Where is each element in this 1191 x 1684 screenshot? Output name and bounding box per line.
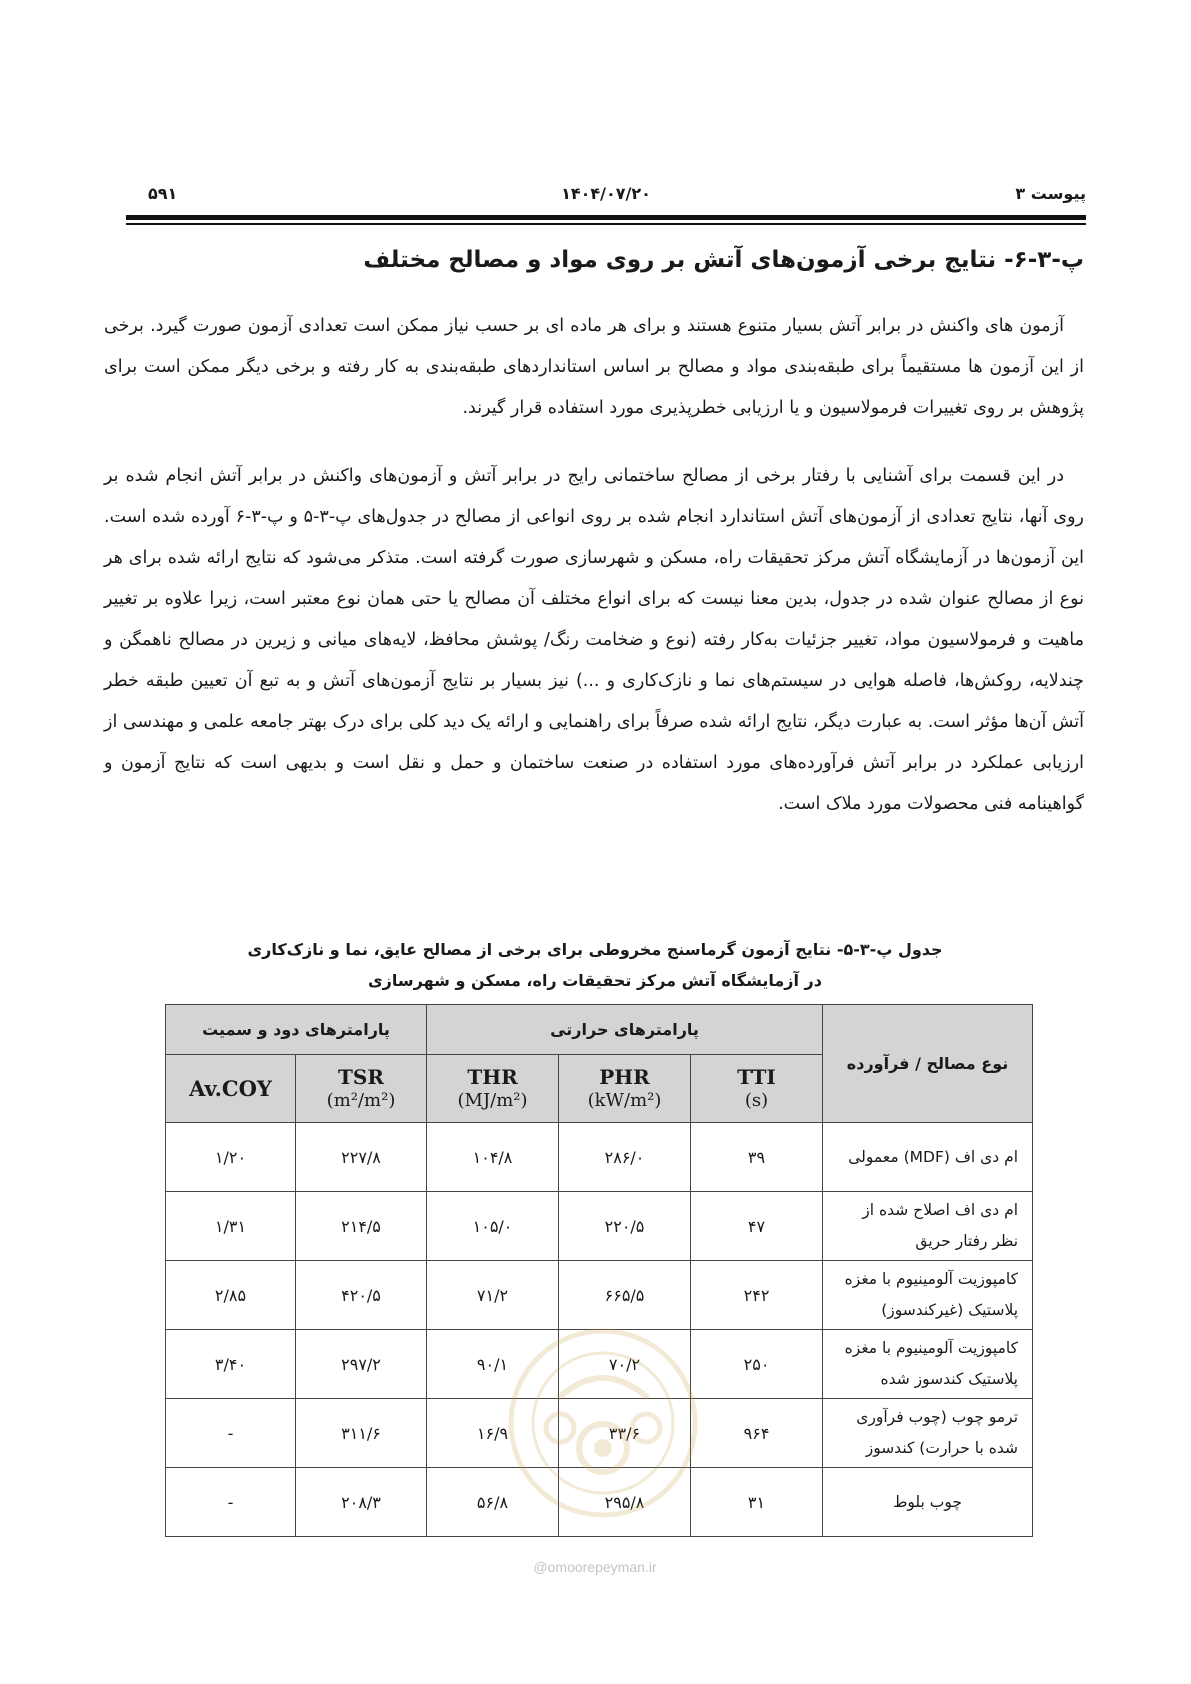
table-caption-line-2: در آزمایشگاه آتش مرکز تحقیقات راه، مسکن و شهرسازی xyxy=(368,971,822,990)
cell-tti: ۹۶۴ xyxy=(691,1399,823,1468)
table-row xyxy=(166,1123,1033,1192)
cell-tti: ۲۴۲ xyxy=(691,1261,823,1330)
header-group-thermal: پارامترهای حرارتی xyxy=(427,1005,823,1055)
cell-thr: ۱۶/۹ xyxy=(427,1399,559,1468)
cell-tti: ۴۷ xyxy=(691,1192,823,1261)
header-rule-thin xyxy=(126,223,1086,225)
header-tti-code: TTI xyxy=(737,1064,776,1089)
header-thr-unit: (MJ/m²) xyxy=(457,1089,528,1111)
cell-tti: ۳۱ xyxy=(691,1468,823,1537)
header-av-coy-code: Av.COY xyxy=(189,1076,272,1101)
paragraph-1: آزمون های واکنش در برابر آتش بسیار متنوع هستند و برای هر ماده ای بر حسب نیاز ممکن است تعدادی آزمون صورت گیرد. برخی از این آزمون ها مستقیماً برای طبقه‌بندی مواد و مصالح بر اساس استانداردهای طبقه‌بندی به کار رفته و برخی دیگر ممکن است برای پژوهش بر روی تغییرات فرمولاسیون و یا ارزیابی خطرپذیری مورد استفاده قرار گیرند. xyxy=(104,316,1084,418)
cell-coy: - xyxy=(166,1399,296,1468)
header-tsr-unit: (m²/m²) xyxy=(326,1089,396,1111)
cell-phr: ۶۶۵/۵ xyxy=(559,1261,691,1330)
section-label: پیوست ۳ xyxy=(1015,184,1086,203)
header-tsr-code: TSR xyxy=(338,1064,384,1089)
section-title: پ-۳-۶- نتایج برخی آزمون‌های آتش بر روی مواد و مصالح مختلف xyxy=(363,247,1084,273)
header-phr xyxy=(559,1055,691,1123)
table-header-row-groups xyxy=(166,1005,1033,1055)
watermark-url: @omoorepeyman.ir xyxy=(533,1559,657,1575)
watermark-seal-icon xyxy=(498,1318,708,1528)
page-number: ۵۹۱ xyxy=(148,184,178,203)
header-tti xyxy=(691,1055,823,1123)
header-phr-code: PHR xyxy=(599,1064,650,1089)
cell-phr: ۲۹۵/۸ xyxy=(559,1468,691,1537)
running-header xyxy=(126,184,1086,210)
cell-phr: ۷۰/۲ xyxy=(559,1330,691,1399)
table-row xyxy=(166,1192,1033,1261)
header-thr xyxy=(427,1055,559,1123)
header-thr-code: THR xyxy=(467,1064,518,1089)
header-tti-unit: (s) xyxy=(744,1089,769,1111)
header-rule-thick xyxy=(126,215,1086,220)
cell-thr: ۷۱/۲ xyxy=(427,1261,559,1330)
cell-phr: ۲۸۶/۰ xyxy=(559,1123,691,1192)
cell-coy: ۳/۴۰ xyxy=(166,1330,296,1399)
header-av-coy xyxy=(166,1055,296,1123)
cell-phr: ۲۲۰/۵ xyxy=(559,1192,691,1261)
cell-tsr: ۳۱۱/۶ xyxy=(296,1399,427,1468)
cell-coy: ۱/۲۰ xyxy=(166,1123,296,1192)
cell-tti: ۲۵۰ xyxy=(691,1330,823,1399)
cell-coy: ۲/۸۵ xyxy=(166,1261,296,1330)
cell-thr: ۱۰۵/۰ xyxy=(427,1192,559,1261)
cell-coy: ۱/۳۱ xyxy=(166,1192,296,1261)
cell-tsr: ۲۰۸/۳ xyxy=(296,1468,427,1537)
table-caption-line-1: جدول پ-۳-۵- نتایج آزمون گرماسنج مخروطی برای برخی از مصالح عایق، نما و نازک‌کاری xyxy=(247,940,943,959)
cell-coy: - xyxy=(166,1468,296,1537)
cell-phr: ۳۳/۶ xyxy=(559,1399,691,1468)
paragraph-2: در این قسمت برای آشنایی با رفتار برخی از مصالح ساختمانی رایج در برابر آتش و آزمون‌های واکنش در برابر آتش انجام شده بر روی آنها، نتایج تعدادی از آزمون‌های آتش استاندارد انجام شده بر روی انواعی از مصالح در جدول‌های پ-۳-۵ و پ-۳-۶ آورده شده است. این آزمون‌ها در آزمایشگاه آتش مرکز تحقیقات راه، مسکن و شهرسازی صورت گرفته است. متذکر می‌شود که نتایج ارائه شده برای هر نوع از مصالح عنوان شده در جدول، بدین معنا نیست که برای انواع مختلف آن مصالح یا حتی همان نوع معتبر است، زیرا علاوه بر تغییر ماهیت و فرمولاسیون مواد، تغییر جزئیات به‌کار رفته (نوع و ضخامت رنگ/ پوشش محافظ، لایه‌های میانی و زیرین در مصالح ناهمگن و چندلایه، روکش‌ها، فاصله هوایی در سیستم‌های نما و نازک‌کاری و ...) نیز بسیار بر نتایج آزمون‌های آتش و به تبع آن تعیین طبقه خطر آتش آن‌ها مؤثر است. به عبارت دیگر، نتایج ارائه شده صرفاً برای راهنمایی و ارائه یک دید کلی برای درک بهتر جامعه علمی و مهندسی از ارزیابی عملکرد در برابر آتش فرآورده‌های مورد استفاده در صنعت ساختمان و حمل و نقل است و بدیهی است که نتایج آزمون و گواهینامه فنی محصولات مورد ملاک است. xyxy=(104,466,1084,814)
cell-material: ام دی اف (MDF) معمولی xyxy=(823,1123,1033,1192)
cell-tti: ۳۹ xyxy=(691,1123,823,1192)
cell-tsr: ۴۲۰/۵ xyxy=(296,1261,427,1330)
cell-material: ام دی اف اصلاح شده از نظر رفتار حریق xyxy=(823,1192,1033,1261)
cell-material: کامپوزیت آلومینیوم با مغزه پلاستیک کندسوز شده xyxy=(823,1330,1033,1399)
cell-material: چوب بلوط xyxy=(823,1468,1033,1537)
header-phr-unit: (kW/m²) xyxy=(587,1089,662,1111)
table-caption xyxy=(160,934,1030,996)
cell-tsr: ۲۱۴/۵ xyxy=(296,1192,427,1261)
cell-material: کامپوزیت آلومینیوم با مغزه پلاستیک (غیرکندسوز) xyxy=(823,1261,1033,1330)
cell-material: ترمو چوب (چوب فرآوری شده با حرارت) کندسوز xyxy=(823,1399,1033,1468)
cell-thr: ۹۰/۱ xyxy=(427,1330,559,1399)
cell-tsr: ۲۲۷/۸ xyxy=(296,1123,427,1192)
header-material: نوع مصالح / فرآورده xyxy=(823,1005,1033,1123)
header-date: ۱۴۰۴/۰۷/۲۰ xyxy=(561,184,651,203)
cell-tsr: ۲۹۷/۲ xyxy=(296,1330,427,1399)
header-group-smoke: پارامترهای دود و سمیت xyxy=(166,1005,427,1055)
cell-thr: ۱۰۴/۸ xyxy=(427,1123,559,1192)
cell-thr: ۵۶/۸ xyxy=(427,1468,559,1537)
header-tsr xyxy=(296,1055,427,1123)
